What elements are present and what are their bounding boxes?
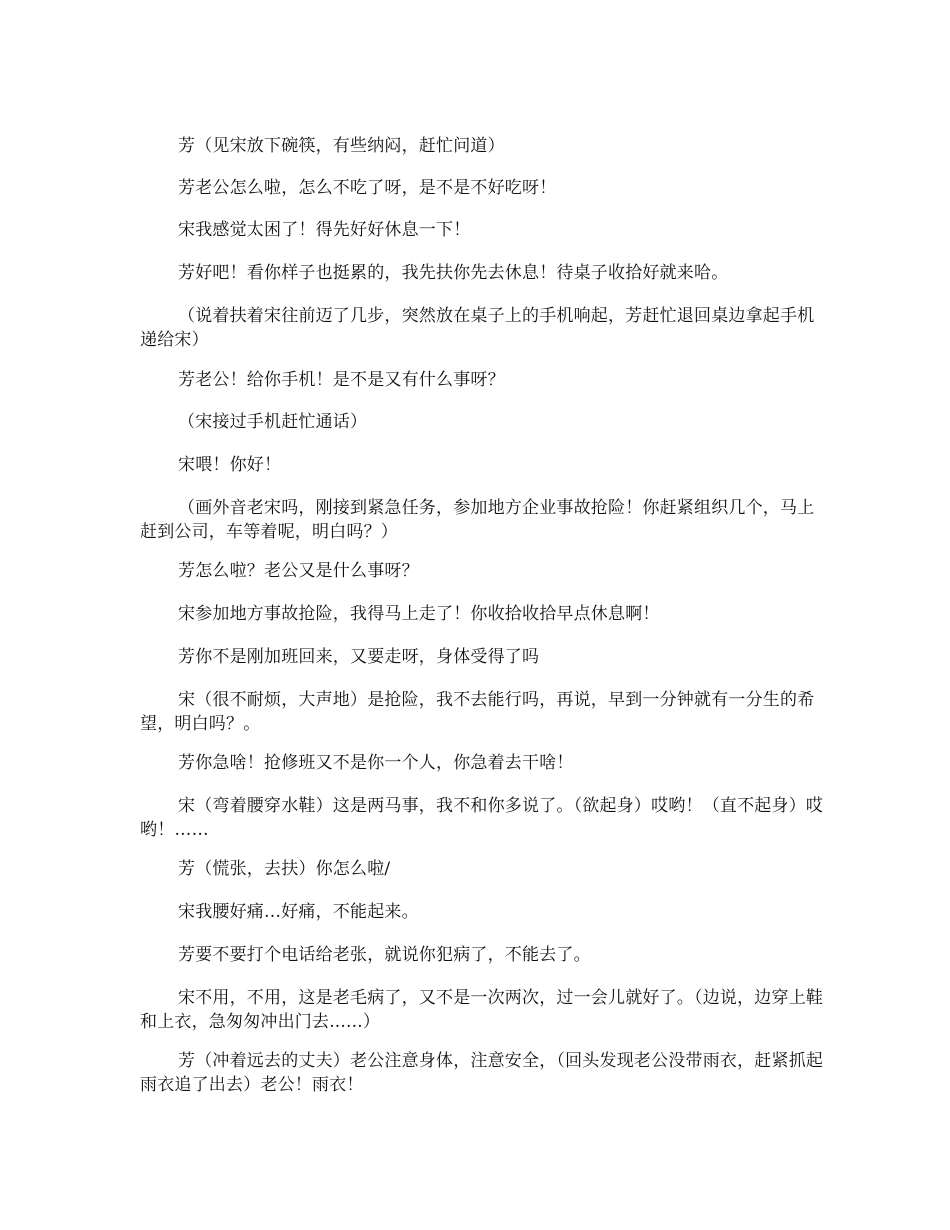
paragraph-17: 宋我腰好痛…好痛，不能起来。	[178, 902, 419, 922]
paragraph-2: 芳老公怎么啦，怎么不吃了呀，是不是不好吃呀！	[178, 178, 557, 198]
paragraph-5: （说着扶着宋往前迈了几步，突然放在桌子上的手机响起，芳赶忙退回桌边拿起手机递给宋）	[140, 306, 815, 350]
paragraph-19: 宋不用，不用，这是老毛病了，又不是一次两次，过一会儿就好了。（边说，边穿上鞋和上衣，急匆匆冲出门去......）	[140, 988, 824, 1032]
paragraph-14: 芳你急啥！抢修班又不是你一个人，你急着去干啥！	[178, 753, 574, 773]
paragraph-11: 宋参加地方事故抢险，我得马上走了！你收拾收拾早点休息啊！	[178, 604, 660, 624]
paragraph-15: 宋（弯着腰穿水鞋）这是两马事，我不和你多说了。（欲起身）哎哟！（直不起身）哎哟！……	[140, 796, 824, 840]
paragraph-9: （画外音老宋吗，刚接到紧急任务，参加地方企业事故抢险！你赶紧组织几个，马上赶到公司，车等着呢，明白吗？）	[140, 498, 815, 542]
paragraph-13: 宋（很不耐烦，大声地）是抢险，我不去能行吗，再说，早到一分钟就有一分生的希望，明白吗？。	[140, 690, 815, 734]
paragraph-3: 宋我感觉太困了！得先好好休息一下！	[178, 220, 471, 240]
paragraph-18: 芳要不要打个电话给老张，就说你犯病了，不能去了。	[178, 945, 591, 965]
paragraph-7: （宋接过手机赶忙通话）	[178, 412, 368, 432]
paragraph-8: 宋喂！你好！	[178, 455, 282, 475]
paragraph-10: 芳怎么啦？老公又是什么事呀？	[178, 561, 419, 581]
paragraph-16: 芳（慌张，去扶）你怎么啦/	[178, 859, 391, 879]
paragraph-1: 芳（见宋放下碗筷，有些纳闷，赶忙问道）	[178, 136, 505, 156]
paragraph-4: 芳好吧！看你样子也挺累的，我先扶你先去休息！待桌子收拾好就来哈。	[178, 263, 729, 283]
paragraph-20: 芳（冲着远去的丈夫）老公注意身体，注意安全，（回头发现老公没带雨衣，赶紧抓起雨衣追了出去）老公！雨衣！	[140, 1051, 824, 1095]
paragraph-12: 芳你不是刚加班回来，又要走呀，身体受得了吗	[178, 647, 540, 667]
paragraph-6: 芳老公！给你手机！是不是又有什么事呀？	[178, 370, 505, 390]
